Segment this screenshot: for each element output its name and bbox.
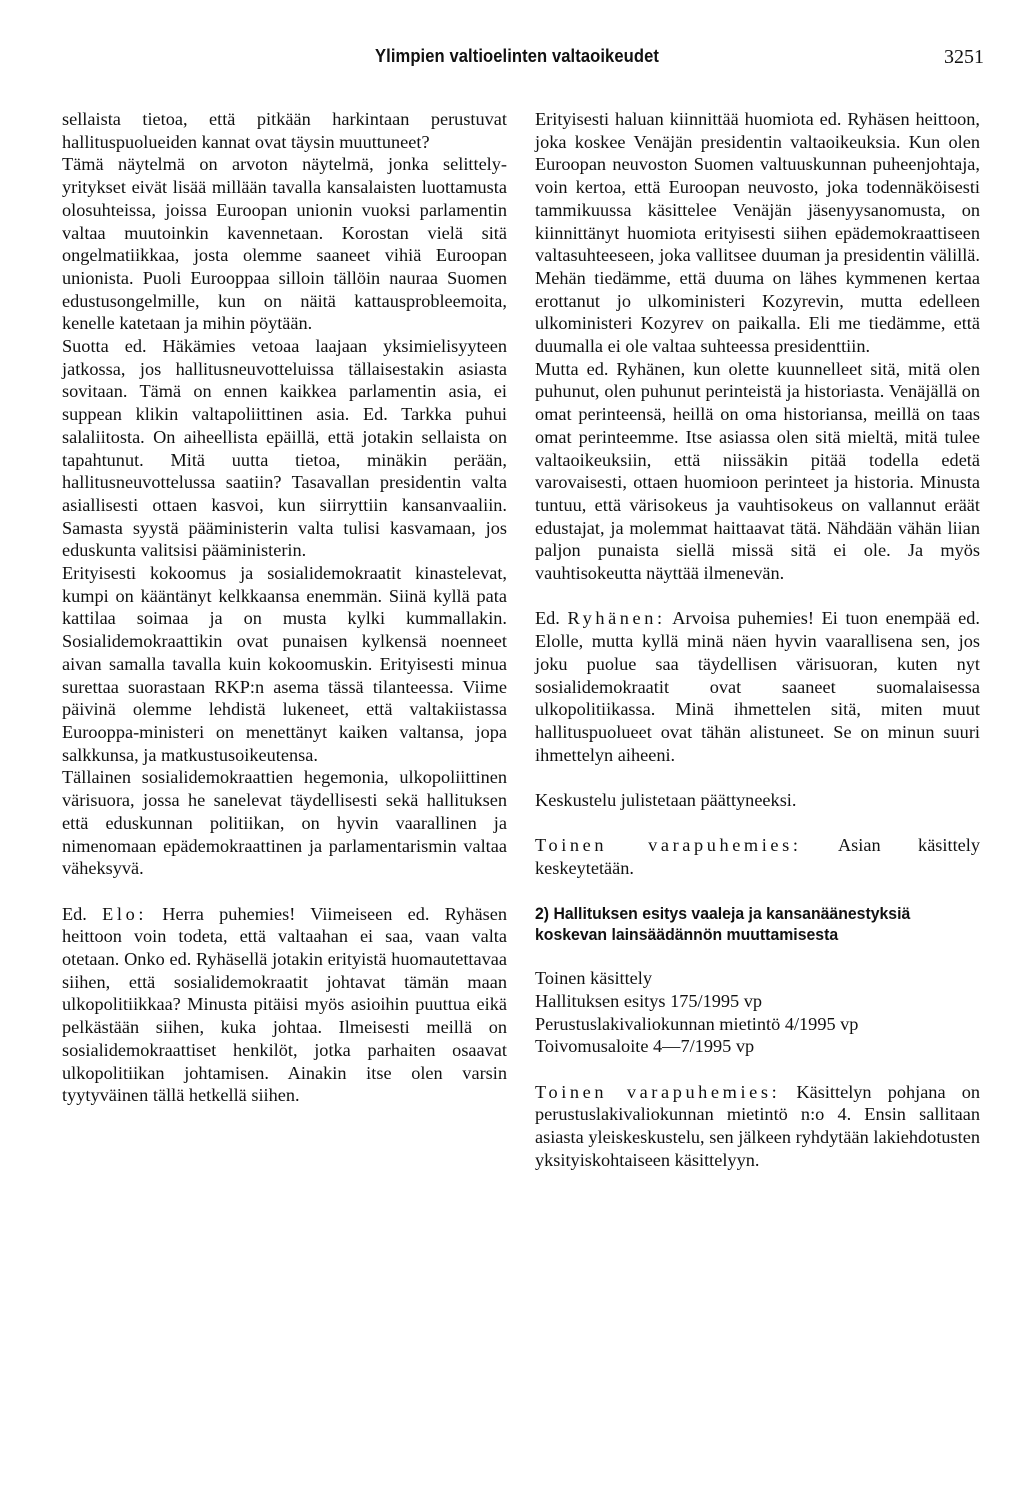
paragraph: Mutta ed. Ryhänen, kun olette kuunnelleet sitä, mitä olen puhunut, olen puhunut perinteistä ja historiasta. Venäjällä on omat perinteensä, heillä on oma historiansa, meillä on taas omat perinteemme. Itse asiassa olen sitä mieltä, mitä tulee valtaoikeuksiin, että niissäkin pitää todella edetä varovaisesti, ottaen huomioon perinteet ja historia. Minusta tuntuu, että värisokeus ja vauhtisokeus on vallannut eräät edustajat, ja molemmat haittaavat tätä. Nähdään vähän liian paljon punaista siellä missä sitä ei ole. Ja myös vauhtisokeutta näyttää ilmenevän. bbox=[535, 358, 980, 584]
spacer bbox=[535, 1058, 980, 1081]
speech-text: Käsittelyn pohjana on perustuslakivaliokunnan mietintö n:o 4. Ensin sallitaan asiasta yleiskeskustelu, sen jälkeen ryhdytään lakiehdotusten yksityiskohtaiseen käsittelyyn. bbox=[535, 1081, 980, 1170]
speaker-prefix: Ed. bbox=[535, 608, 560, 629]
paragraph: Tämä näytelmä on arvoton näytelmä, jonka selittely-yritykset eivät lisää millään tavalla kansalaisten luottamusta olosuhteissa, joissa Euroopan unionin vuoksi parlamentin valtaa muutoinkin kavennetaan. Korostan vielä sitä ongelmatiikkaa, josta olemme saaneet vihiä Euroopan unionista. Puoli Eurooppaa silloin tällöin nauraa Suomen edustusongelmille, kun on näitä kattausprobleemoita, kenelle katetaan ja mihin pöytään. bbox=[62, 154, 507, 334]
speech-speaker2 bbox=[535, 1081, 980, 1172]
paragraph: Erityisesti kokoomus ja sosialidemokraatit kinastelevat, kumpi on kääntänyt kelkkaansa enemmän. Siinä kyllä pata kattilaa soimaa ja on musta kylki kummallakin. Sosialidemokraattikin ovat punaisen kylkensä noenneet aivan samalla tavalla kuin kokoomuskin. Erityisesti minua surettaa suorastaan RKP:n asema tässä tilanteessa. Viime päivinä olemme lehdistä lukeneet, että valtakiistassa Eurooppa-ministeri on menettänyt kaiken valtansa, jopa salkkunsa, ja matkustusoikeutensa. bbox=[62, 563, 507, 765]
speaker-name: Ryhänen: bbox=[567, 608, 666, 629]
spacer bbox=[535, 880, 980, 903]
speaker-role: Toinen varapuhemies: bbox=[535, 835, 802, 856]
paragraph: Tällainen sosialidemokraattien hegemonia, ulkopoliittinen värisuora, jossa he sanelevat täydellisesti sekä hallituksen että eduskunnan politiikan, on hyvin vaarallinen ja nimenomaan epädemokraattinen ja parlamentarismin valtaa väheksyvä. bbox=[62, 767, 507, 879]
spacer bbox=[535, 945, 980, 968]
spacer bbox=[62, 880, 507, 903]
section-heading: 2) Hallituksen esitys vaaleja ja kansanäänestyksiä koskevan lainsäädännön muuttamisesta bbox=[535, 903, 911, 944]
paragraph: Suotta ed. Häkämies vetoaa laajaan yksimielisyyteen jatkossa, jos hallitusneuvotteluissa tällaisestakin asiasta sovitaan. Tämä on ennen kaikkea parlamentin asia, ei suppean klikin valtapoliittinen asia. Ed. Tarkka puhui salaliitosta. On aiheellista epäillä, että jotakin sellaista on tapahtunut. Mitä uutta tietoa, minäkin perään, hallitusneuvottelussa saatiin? Tasavallan presidentin valta asiallisesti ottaen kasvoi, kun siirryttiin kansanvaaliin. Samasta syystä pääministerin valta tulisi kasvamaan, jos eduskunta valitsisi pääministerin. bbox=[62, 336, 507, 561]
reference-line: Hallituksen esitys 175/1995 vp bbox=[535, 990, 762, 1011]
left-column bbox=[62, 108, 507, 1107]
reference-line: Toinen käsittely bbox=[535, 968, 653, 989]
speech-speaker1 bbox=[535, 834, 980, 879]
speech-elo bbox=[62, 903, 507, 1107]
reference-line: Perustuslakivaliokunnan mietintö 4/1995 vp bbox=[535, 1013, 859, 1034]
speech-ryhanen bbox=[535, 607, 980, 766]
page-number: 3251 bbox=[944, 46, 984, 68]
paragraph: Erityisesti haluan kiinnittää huomiota ed. Ryhäsen heittoon, joka koskee Venäjän presidentin valtaoikeuksia. Kun olen Euroopan neuvoston Suomen valtuuskunnan puheenjohtaja, voin kertoa, että Euroopan neuvosto, joka todennäköisesti tammikuussa käsittelee Venäjän jäsenyysanomusta, on kiinnittänyt huomiota erityisesti siihen epädemokraattiseen valtasuhteeseen, joka vallitsee duuman ja presidentin välillä. Mehän tiedämme, että duuma on lähes kymmenen kertaa erottanut jo ulkoministeri Kozyrevin, mutta edelleen ulkoministeri Kozyrev on paikalla. Eli me tiedämme, että duumalla ei ole valtaa suhteessa presidenttiin. bbox=[535, 109, 980, 357]
running-title: Ylimpien valtioelinten valtaoikeudet bbox=[375, 46, 659, 66]
speech-text: Arvoisa puhemies! Ei tuon enempää ed. Elolle, mutta kyllä minä näen hyvin vaarallisena sen, jos joku puolue saa täydellisen värisuoran, kuten nyt sosialidemokraatit ovat saaneet suomalaisessa ulkopolitiikassa. Minä ihmettelen sitä, miten muut hallituspuolueet ovat tähän alistuneet. Se on minun suuri ihmettelyn aiheeni. bbox=[535, 608, 980, 765]
speaker-role: Toinen varapuhemies: bbox=[535, 1081, 781, 1102]
paragraph: sellaista tietoa, että pitkään harkintaan perustuvat hallituspuolueiden kannat ovat täysin muuttuneet? bbox=[62, 109, 507, 152]
speech-text: Herra puhemies! Viimeiseen ed. Ryhäsen heittoon voin todeta, että valtaahan ei saa, vaan valta otetaan. Onko ed. Ryhäsellä jotakin erityistä huomautettavaa siihen, että sosialidemokraatit johtavat tämän maan ulkopolitiikkaa? Minusta pitäisi myös asioihin puuttua eikä pelkästään siihen, kuka johtaa. Ilmeisesti meillä on sosialidemokraattiset henkilöt, jotka parhaiten osaavat ulkopolitiikan johtamisen. Ainakin itse olen varsin tyytyväinen tällä hetkellä siihen. bbox=[62, 903, 507, 1106]
spacer bbox=[535, 812, 980, 835]
spacer bbox=[535, 766, 980, 789]
reference-line: Toivomusaloite 4—7/1995 vp bbox=[535, 1036, 755, 1057]
speech-text: Asian käsittely keskeytetään. bbox=[535, 835, 980, 879]
speaker-prefix: Ed. bbox=[62, 903, 87, 924]
spacer bbox=[535, 585, 980, 608]
right-column bbox=[535, 108, 980, 1172]
closing-statement: Keskustelu julistetaan päättyneeksi. bbox=[535, 790, 797, 811]
speaker-name: Elo: bbox=[102, 903, 148, 924]
